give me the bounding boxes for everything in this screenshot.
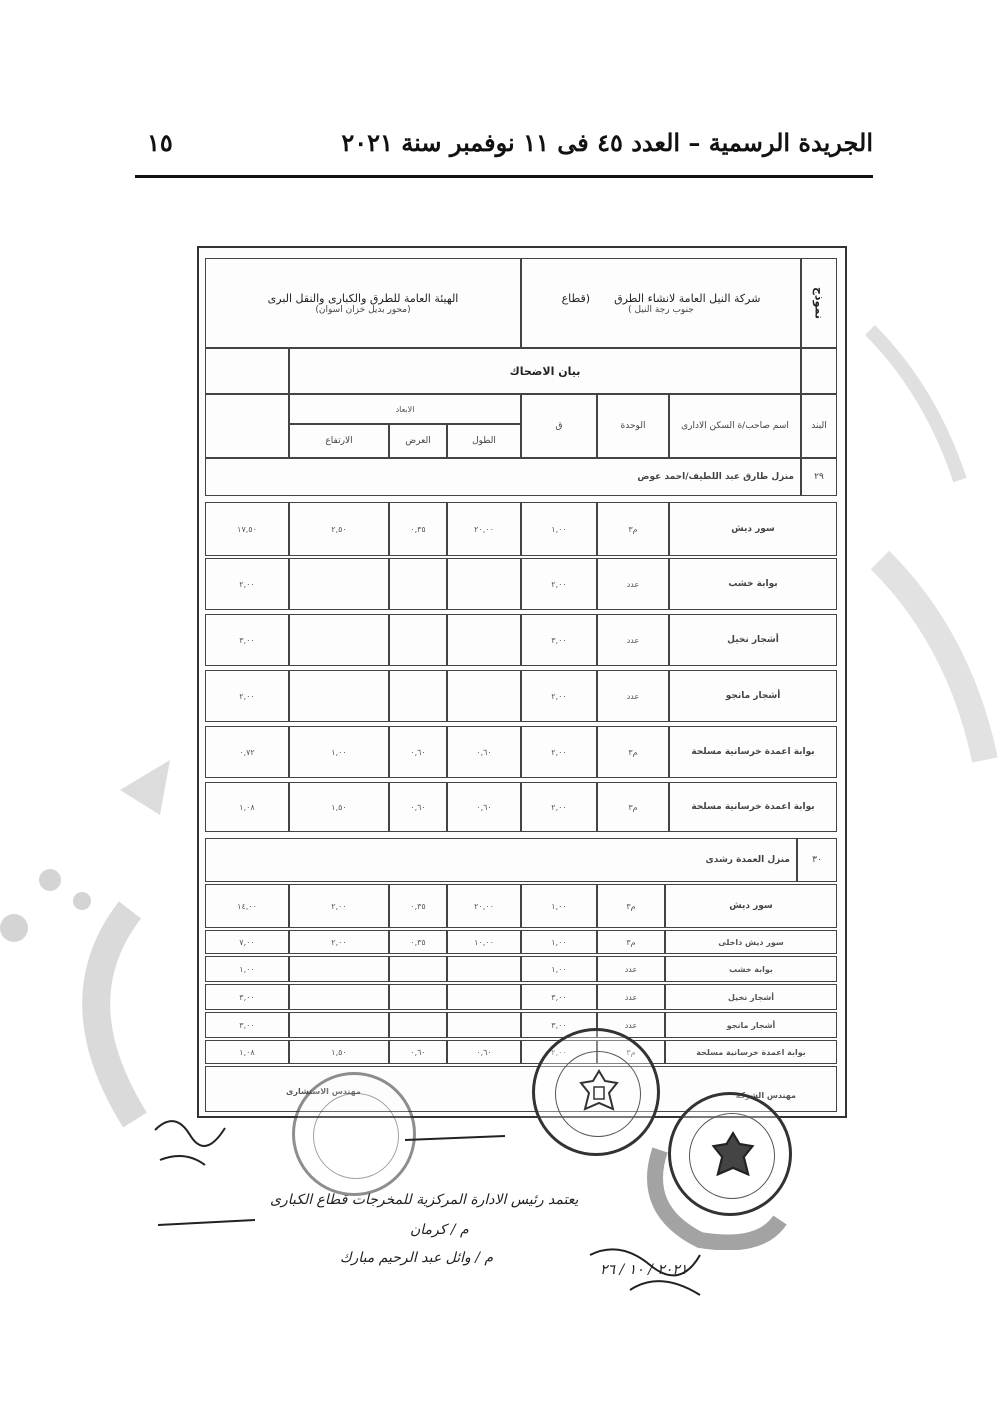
company-engineer-label: مهندس الشركة <box>735 1091 796 1100</box>
group-29-no: ٢٩ <box>801 458 837 496</box>
row-qty: ٢,٠٠ <box>521 670 597 722</box>
row-length: ٠,٦٠ <box>447 1040 521 1064</box>
row-unit: عدد <box>597 558 669 610</box>
col-no: البند <box>801 394 837 458</box>
row-total: ١٤,٠٠ <box>205 884 289 928</box>
row-item: سور ديش <box>669 502 837 556</box>
row-height: ١,٠٠ <box>289 726 389 778</box>
row-total: ١,٠٠ <box>205 956 289 982</box>
row-item: سور ديش <box>665 884 837 928</box>
gazette-title: الجريدة الرسمية – العدد ٤٥ فى ١١ نوفمبر سنة ٢٠٢١ <box>341 128 873 157</box>
group-30-owner: منزل العمدة رشدى <box>205 838 797 882</box>
col-name: اسم صاحب/ة السكن الادارى <box>669 394 801 458</box>
row-height: ١,٥٠ <box>289 782 389 832</box>
entity-left-sub: (محور بديل خزان اسوان) <box>315 304 411 315</box>
col-width: العرض <box>389 424 447 458</box>
row-unit: م٣ <box>597 502 669 556</box>
row-unit: م٣ <box>597 782 669 832</box>
row-total: ٠,٧٢ <box>205 726 289 778</box>
row-height: ٢,٠٠ <box>289 884 389 928</box>
entity-right: شركة النيل العامة لانشاء الطرق <box>614 291 761 305</box>
row-qty: ٣,٠٠ <box>521 1012 597 1038</box>
form-side-label: نموذج <box>801 258 837 348</box>
row-total: ٣,٠٠ <box>205 984 289 1010</box>
row-qty: ٢,٠٠ <box>521 726 597 778</box>
row-width: ٠,٣٥ <box>389 502 447 556</box>
row-qty: ١,٠٠ <box>521 502 597 556</box>
row-total: ١,٠٨ <box>205 1040 289 1064</box>
entity-left: الهيئة العامة للطرق والكبارى والنقل البرى <box>267 291 459 305</box>
row-item: بوابة اعمدة خرسانية مسلحة <box>669 782 837 832</box>
col-qty: ق <box>521 394 597 458</box>
row-qty: ١,٠٠ <box>521 956 597 982</box>
row-qty: ٢,٠٠ <box>521 558 597 610</box>
row-total: ٧,٠٠ <box>205 930 289 954</box>
group-29-owner: منزل طارق عبد اللطيف/احمد عوض <box>205 458 801 496</box>
row-unit: عدد <box>597 1012 665 1038</box>
signer-name-2: م / وائل عبد الرحيم مبارك <box>340 1250 494 1266</box>
row-item: بوابة اعمدة خرسانية مسلحة <box>669 726 837 778</box>
row-unit: عدد <box>597 670 669 722</box>
row-total: ٢,٠٠ <box>205 558 289 610</box>
row-item: بوابة اعمدة خرسانية مسلحة <box>665 1040 837 1064</box>
row-item: بوابة خشب <box>669 558 837 610</box>
row-item: سور ديش داخلى <box>665 930 837 954</box>
section-title: بيان الاضحاك <box>289 348 801 394</box>
row-length: ٢٠,٠٠ <box>447 884 521 928</box>
row-length: ١٠,٠٠ <box>447 930 521 954</box>
row-qty: ٣,٠٠ <box>521 984 597 1010</box>
row-qty: ٢,٠٠ <box>521 1040 597 1064</box>
row-total: ٣,٠٠ <box>205 1012 289 1038</box>
row-total: ١,٠٨ <box>205 782 289 832</box>
row-length: ٠,٦٠ <box>447 782 521 832</box>
signer-name-1: م / كرمان <box>410 1222 469 1238</box>
row-width: ٠,٣٥ <box>389 884 447 928</box>
col-unit: الوحدة <box>597 394 669 458</box>
row-unit: عدد <box>597 984 665 1010</box>
row-unit: عدد <box>597 956 665 982</box>
consultant-engineer-label: مهندس الاستشارى <box>286 1087 361 1096</box>
col-dims: الابعاد <box>289 394 521 424</box>
row-item: أشجار نخيل <box>669 614 837 666</box>
row-item: أشجار مانجو <box>665 1012 837 1038</box>
row-height: ٢,٥٠ <box>289 502 389 556</box>
row-unit: م٣ <box>597 1040 665 1064</box>
row-item: أشجار مانجو <box>669 670 837 722</box>
entity-right-sub: جنوب رجة النيل ) <box>628 304 694 315</box>
row-length: ٢٠,٠٠ <box>447 502 521 556</box>
row-item: أشجار نخيل <box>665 984 837 1010</box>
row-qty: ١,٠٠ <box>521 930 597 954</box>
row-total: ١٧,٥٠ <box>205 502 289 556</box>
row-item: بوابة خشب <box>665 956 837 982</box>
row-qty: ٢,٠٠ <box>521 782 597 832</box>
row-qty: ١,٠٠ <box>521 884 597 928</box>
row-length: ٠,٦٠ <box>447 726 521 778</box>
col-height: الارتفاع <box>289 424 389 458</box>
approval-note: يعتمد رئيس الادارة المركزية للمخرجات قطاع الكبارى <box>270 1192 579 1208</box>
row-width: ٠,٦٠ <box>389 1040 447 1064</box>
row-height: ٢,٠٠ <box>289 930 389 954</box>
group-30-no: ٣٠ <box>797 838 837 882</box>
row-width: ٠,٣٥ <box>389 930 447 954</box>
sector-label: (قطاع <box>561 291 591 305</box>
row-unit: م٣ <box>597 930 665 954</box>
row-qty: ٣,٠٠ <box>521 614 597 666</box>
signature-date: ٢٠٢١ / ١٠ / ٢٦ <box>600 1262 688 1278</box>
row-height: ١,٥٠ <box>289 1040 389 1064</box>
col-length: الطول <box>447 424 521 458</box>
row-unit: م٣ <box>597 726 669 778</box>
row-unit: عدد <box>597 614 669 666</box>
row-width: ٠,٦٠ <box>389 726 447 778</box>
page-number: ١٥ <box>147 128 173 157</box>
row-total: ٢,٠٠ <box>205 670 289 722</box>
row-total: ٣,٠٠ <box>205 614 289 666</box>
row-unit: م٣ <box>597 884 665 928</box>
row-width: ٠,٦٠ <box>389 782 447 832</box>
